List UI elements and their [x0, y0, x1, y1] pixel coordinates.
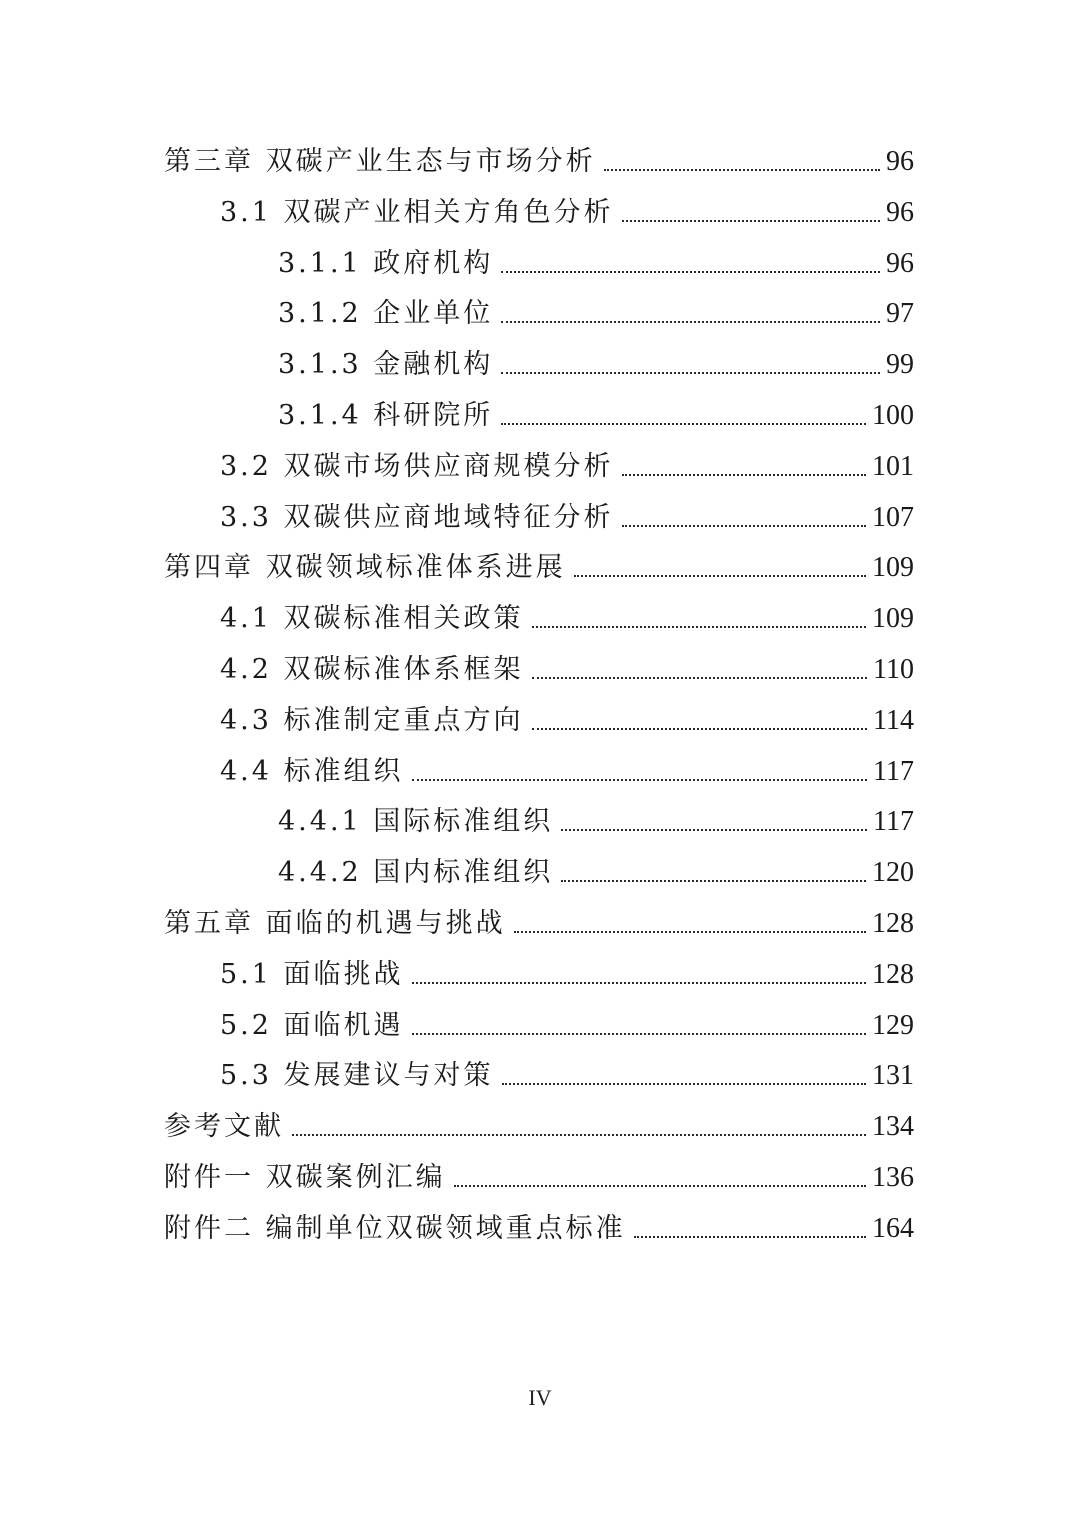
toc-entry-title: 3.3 双碳供应商地域特征分析	[220, 502, 614, 533]
toc-entry-5-3[interactable]	[220, 1056, 914, 1096]
toc-entry-3-2[interactable]	[220, 447, 914, 487]
toc-entry-title: 5.2 面临机遇	[220, 1010, 404, 1041]
toc-entry-chapter-4[interactable]	[164, 548, 914, 588]
page-number: IV	[528, 1385, 552, 1410]
toc-entry-page: 131	[872, 1060, 914, 1091]
toc-entry-title: 3.1.2 企业单位	[278, 298, 494, 329]
toc-entry-references[interactable]	[164, 1107, 914, 1147]
toc-entry-title: 3.1 双碳产业相关方角色分析	[220, 197, 614, 228]
toc-entry-4-4-2[interactable]	[278, 853, 914, 893]
toc-entry-page: 99	[886, 349, 914, 380]
dot-leader	[634, 1236, 866, 1238]
toc-entry-title: 附件一 双碳案例汇编	[164, 1162, 446, 1193]
toc-entry-title: 5.1 面临挑战	[220, 959, 404, 990]
dot-leader	[292, 1134, 866, 1136]
toc-entry-3-1-4[interactable]	[278, 396, 914, 436]
toc-entry-page: 107	[872, 502, 914, 533]
dot-leader	[622, 220, 880, 222]
toc-entry-title: 4.4.1 国际标准组织	[278, 806, 554, 837]
toc-entry-page: 117	[873, 806, 914, 837]
dot-leader	[574, 575, 866, 577]
toc-entry-4-3[interactable]	[220, 701, 914, 741]
toc-entry-3-1[interactable]	[220, 193, 914, 233]
toc-entry-page: 109	[872, 603, 914, 634]
dot-leader	[604, 169, 880, 171]
toc-entry-title: 4.4.2 国内标准组织	[278, 857, 554, 888]
dot-leader	[412, 779, 868, 781]
dot-leader	[501, 271, 880, 273]
dot-leader	[501, 423, 866, 425]
dot-leader	[622, 525, 866, 527]
toc-entry-chapter-3[interactable]	[164, 142, 914, 182]
toc-entry-page: 128	[872, 908, 914, 939]
toc-entry-title: 4.3 标准制定重点方向	[220, 705, 524, 736]
dot-leader	[532, 728, 868, 730]
toc-entry-title: 参考文献	[164, 1111, 284, 1142]
toc-entry-page: 120	[872, 857, 914, 888]
dot-leader	[501, 321, 880, 323]
dot-leader	[454, 1185, 866, 1187]
toc-entry-4-1[interactable]	[220, 599, 914, 639]
toc-entry-title: 第五章 面临的机遇与挑战	[164, 908, 506, 939]
toc-entry-title: 4.1 双碳标准相关政策	[220, 603, 524, 634]
toc-entry-page: 97	[886, 298, 914, 329]
dot-leader	[514, 931, 866, 933]
toc-entry-page: 114	[873, 705, 914, 736]
dot-leader	[502, 1083, 866, 1085]
toc-entry-page: 117	[873, 756, 914, 787]
toc-entry-title: 4.2 双碳标准体系框架	[220, 654, 524, 685]
toc-entry-appendix-2[interactable]	[164, 1209, 914, 1249]
toc-entry-page: 100	[872, 400, 914, 431]
toc-entry-page: 110	[873, 654, 914, 685]
toc-entry-page: 109	[872, 552, 914, 583]
toc-entry-title: 4.4 标准组织	[220, 756, 404, 787]
toc-entry-3-3[interactable]	[220, 498, 914, 538]
toc-entry-4-4[interactable]	[220, 752, 914, 792]
toc-entry-page: 96	[886, 146, 914, 177]
toc-entry-title: 3.1.3 金融机构	[278, 349, 494, 380]
toc-entry-title: 3.1.4 科研院所	[278, 400, 494, 431]
dot-leader	[501, 372, 880, 374]
toc-entry-page: 128	[872, 959, 914, 990]
toc-entry-title: 5.3 发展建议与对策	[220, 1060, 494, 1091]
dot-leader	[532, 626, 866, 628]
toc-entry-title: 第四章 双碳领域标准体系进展	[164, 552, 566, 583]
toc-entry-title: 3.2 双碳市场供应商规模分析	[220, 451, 614, 482]
dot-leader	[561, 880, 866, 882]
toc-entry-4-4-1[interactable]	[278, 802, 914, 842]
toc-entry-3-1-2[interactable]	[278, 294, 914, 334]
toc-entry-title: 附件二 编制单位双碳领域重点标准	[164, 1213, 626, 1244]
toc-entry-page: 96	[886, 197, 914, 228]
dot-leader	[412, 982, 866, 984]
dot-leader	[412, 1033, 866, 1035]
toc-entry-chapter-5[interactable]	[164, 904, 914, 944]
toc-entry-appendix-1[interactable]	[164, 1158, 914, 1198]
toc-entry-page: 129	[872, 1010, 914, 1041]
toc-entry-title: 3.1.1 政府机构	[278, 248, 494, 279]
toc-entry-page: 101	[872, 451, 914, 482]
toc-entry-3-1-1[interactable]	[278, 244, 914, 284]
dot-leader	[561, 829, 867, 831]
toc-entry-page: 164	[872, 1213, 914, 1244]
dot-leader	[532, 677, 868, 679]
toc-entry-3-1-3[interactable]	[278, 345, 914, 385]
toc-entry-page: 96	[886, 248, 914, 279]
toc-entry-page: 136	[872, 1162, 914, 1193]
toc-entry-title: 第三章 双碳产业生态与市场分析	[164, 146, 596, 177]
toc-entry-5-2[interactable]	[220, 1006, 914, 1046]
toc-entry-page: 134	[872, 1111, 914, 1142]
toc-entry-5-1[interactable]	[220, 955, 914, 995]
dot-leader	[622, 474, 866, 476]
toc-entry-4-2[interactable]	[220, 650, 914, 690]
